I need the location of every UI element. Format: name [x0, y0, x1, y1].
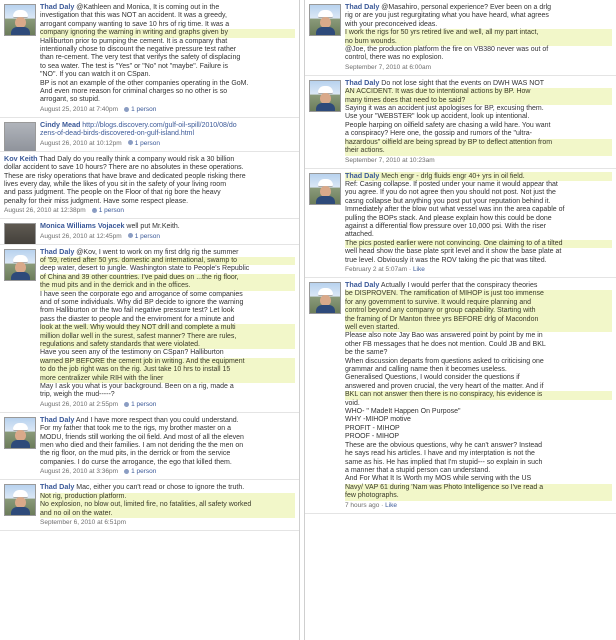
comment-text-line: and no oil on the water.: [40, 510, 295, 518]
comment-text-line: Have you seen any of the testimony on CSpan? Halliburton: [40, 349, 224, 357]
comment-text-line: intentionally chose to discount the negative pressure test rather: [40, 46, 237, 54]
comment-text-line: @Joe, the production platform the fire on VB380 never was out of: [345, 46, 549, 54]
comment-text-line: true level. Obviously it was the ROV taking the pic that was tilted.: [345, 256, 547, 264]
comment-text-line: many times does that need to be said?: [345, 97, 612, 105]
avatar[interactable]: [309, 173, 341, 205]
comment-text-line: the rig floor, on the mud pits, in the derrick or from the service: [40, 450, 231, 458]
comment-text-line: And For What It Is Worth my MOS while serving with the US: [345, 475, 532, 483]
author-name[interactable]: Thad Daly: [40, 482, 75, 492]
like-thumb-icon: [124, 469, 129, 474]
comment-text-line: Ref: Casing collapse. If posted under your name it would appear that: [345, 180, 558, 188]
comment-meta: [345, 157, 612, 164]
comment-body: [40, 222, 295, 231]
comment-text-line: MODU, friends still working the oil field. And most of all the eleven: [40, 433, 244, 441]
comment-text-line: he says read his articles. I have and my interptation is not the: [345, 450, 535, 458]
comment-text-line: When discussion departs from questions asked to criticising one: [345, 357, 544, 365]
comment-text-line: for any government to survive. It would require planning and: [345, 299, 612, 307]
comment-text-line: Generalised Questions, I would consider the questions if: [345, 374, 520, 382]
separator: ·: [379, 501, 386, 509]
comment-text-line: And I have more respect than you could understand.: [74, 416, 239, 424]
like-count[interactable]: 1 person: [131, 400, 157, 408]
comment-text-line: attached.: [345, 231, 374, 239]
comment-text-line: and pass judgment. The people on the Floor of that rig bore the heavy: [4, 189, 221, 197]
comment-column-right: [304, 0, 616, 640]
comment-body: [40, 416, 295, 467]
comment-text-line: I have seen the corporate ego and arrogance of some companies: [40, 290, 243, 298]
comment-text-line: regulations and safety standards that were violated.: [40, 341, 295, 349]
comment-text-line: no burn wounds.: [345, 38, 612, 46]
avatar[interactable]: [4, 122, 36, 152]
comment-link[interactable]: http://blogs.discovery.com/gulf-oil-spill/2010/08/do: [80, 121, 237, 129]
comment-text-line: few photographs.: [345, 492, 612, 500]
comment-column-left: [0, 0, 300, 640]
timestamp[interactable]: August 26, 2010 at 12:38pm: [4, 207, 86, 215]
comment-text-line: a manner that a stupid person can understand.: [345, 466, 491, 474]
comment-text-line: People harping on oilfield safety are chasing a wild hare. You want: [345, 121, 551, 129]
author-name[interactable]: Thad Daly: [345, 170, 380, 180]
comment-text-line: control, there was no explosion.: [345, 54, 444, 62]
comment-text-line: against a differential flow pressure over 10,000 psi. With the riser: [345, 222, 547, 230]
comment-text-line: I work the rigs for 50 yrs retired live and well, all my part intact,: [345, 29, 612, 37]
author-name[interactable]: Thad Daly: [345, 279, 380, 289]
comment-text-line: Not rig, production platform.: [40, 493, 295, 501]
comment-first-line: [40, 3, 295, 12]
comment-text-line: pass the diaster to people and the enviroment for a minute and: [40, 315, 235, 323]
comment-meta: [40, 519, 295, 526]
comment-meta: [40, 233, 295, 240]
comment: [0, 0, 299, 118]
comment-text-line: from Halliburton or the two fail negative pressure test? Let look: [40, 307, 235, 315]
comment-text-line: Saying it was an accident just apologises for BP, excusing them.: [345, 105, 544, 113]
author-name[interactable]: Thad Daly: [40, 414, 75, 424]
comment-text-line: WHO- " MadeIt Happen On Purpose": [345, 408, 461, 416]
comment-text-line: warned BP BEFORE the cement job in writing. And the equipment: [40, 358, 295, 366]
comment-text-line: @Masahiro, personal experience? Ever been on a drlg: [379, 4, 552, 11]
timestamp[interactable]: 7 hours ago: [345, 501, 380, 509]
like-count[interactable]: 1 person: [98, 207, 124, 215]
comment-text-line: BP is not an example of the other companies operating in the GoM.: [40, 79, 249, 87]
comment: [305, 76, 616, 169]
comment-text-line: Do not lose sight that the events on DWH WAS NOT: [379, 79, 545, 87]
comment-text-line: be the same?: [345, 349, 388, 357]
timestamp[interactable]: February 2 at 5:07am: [345, 265, 408, 273]
comment-first-line: [4, 155, 295, 164]
comment: [305, 278, 616, 514]
like-count[interactable]: 1 person: [131, 468, 157, 476]
comment-text-line: WHY -MIHOP motive: [345, 416, 411, 424]
author-name[interactable]: Cindy Mead: [40, 119, 81, 129]
comment-text-line: the mud pits and in the derrick and in the offices.: [40, 282, 295, 290]
comment-text-line: the framing of Dr Manton three yrs BEFORE drlg of Macondon: [345, 316, 612, 324]
comment-text-line: of '59, retired after 50 yrs. domestic and international, swamp to: [40, 257, 295, 265]
comment-text-line: casng collapse but anything you post put your reputation behind it.: [345, 197, 551, 205]
comment: [0, 245, 299, 413]
comment-text-line: penalty for their miss judgment. Have some respect please.: [4, 197, 189, 205]
comment-text-line: Immediately after the blow out what vessel was inn the area capable of: [345, 206, 565, 214]
comment-text-line: These are risky operations that have brave and dedicated people risking there: [4, 172, 246, 180]
comment-text-line: The pics posted earlier were not convincing. One claiming to of a tilted: [345, 240, 612, 248]
comment-body: [345, 172, 612, 265]
comment-first-line: [345, 3, 612, 12]
comment-text-line: you agree. If you do not agree then you should not post. Not just the: [345, 189, 556, 197]
comment-body: [345, 281, 612, 501]
comment-text-line: Use your "WEBSTER" look up accident, look up intentional.: [345, 113, 530, 121]
comment-meta: [345, 502, 612, 509]
comment-text-line: their actions.: [345, 147, 612, 155]
comment-text-line: Navy/ VAP 61 during 'Nam was Photo Intelligence so I've read a: [345, 484, 612, 492]
comment: [0, 480, 299, 531]
avatar[interactable]: [4, 417, 36, 449]
comment-first-line: [40, 121, 295, 130]
author-name[interactable]: Thad Daly: [40, 2, 75, 11]
like-thumb-icon: [124, 107, 129, 112]
comment-first-line: [40, 248, 295, 257]
like-count[interactable]: 1 person: [131, 105, 157, 113]
comment-text-line: pulling the BOPs stack. And please explain how this could be done: [345, 214, 552, 222]
comment-text-line: same as his. He has implied that I'm stupid--- so explain in such: [345, 458, 543, 466]
comment-meta: [40, 468, 295, 475]
comment-first-line: [40, 416, 295, 425]
comment-meta: [40, 140, 295, 147]
comment-text-line: million dollar well in the surest, safest manner? There are rules,: [40, 333, 295, 341]
comment-text-line: well head show the base plate sprit level and it show the base plate at: [345, 248, 562, 256]
timestamp[interactable]: August 26, 2010 at 3:36pm: [40, 468, 119, 476]
comment-text-line: Thad Daly do you really think a company would risk a 30 billion: [37, 155, 235, 163]
comment-body: [40, 3, 295, 105]
comment-text-line: other FB messages that he does not mention. Could JB and BKL: [345, 340, 546, 348]
like-thumb-icon: [124, 402, 129, 407]
timestamp[interactable]: August 26, 2010 at 10:12pm: [40, 139, 122, 147]
comment-text-line: with your preconceived ideas.: [345, 20, 438, 28]
comment-body: [40, 483, 295, 518]
like-count[interactable]: 1 person: [134, 232, 160, 240]
author-name[interactable]: Thad Daly: [345, 2, 380, 11]
comment-text-line: PROFIT - MIHOP: [345, 424, 400, 432]
comment-body: [4, 155, 295, 206]
comment-text-line: well put Mr.Keith.: [124, 223, 180, 231]
comment-text-line: No explosion, no blow out, limited fire, no fatalities, all safety worked: [40, 501, 295, 509]
comment-text-line: company ignoring the warning in writing and graphs given by: [40, 29, 295, 37]
comment-text-line: dollar accident to save 10 hours? There are no absolutes in these operations.: [4, 164, 244, 172]
comment-text-line: rig or are you just regurgitating what you have heard, what agrees: [345, 12, 549, 20]
like-link[interactable]: Like: [385, 501, 398, 509]
timestamp[interactable]: September 6, 2010 at 6:51pm: [40, 518, 127, 526]
comment-text-line: investigation that this was NOT an accident. It was a greedy,: [40, 12, 227, 20]
comment-text-line: of China and 39 other countries. I've paid dues on ...the rig floor,: [40, 274, 295, 282]
comment-meta: [40, 106, 295, 113]
comment: [0, 219, 299, 244]
author-name[interactable]: Kov Keith: [4, 153, 38, 163]
author-name[interactable]: Monica Williams Vojacek: [40, 221, 125, 231]
comment-meta: [345, 64, 612, 71]
comment-body: [345, 3, 612, 63]
comment-text-line: arrogant, so stupid.: [40, 96, 100, 104]
avatar[interactable]: [4, 223, 36, 244]
comment-text-line: answered and proven crucial, the very heart of the matter. And if: [345, 382, 544, 390]
like-link[interactable]: Like: [412, 265, 425, 273]
comment-body: [40, 121, 295, 139]
timestamp[interactable]: September 7, 2010 at 6:00am: [345, 63, 432, 71]
comment-text-line: control beyond any company or group capability. Starting with: [345, 307, 612, 315]
comment-text-line: Actually I would perfer that the conspiracy theories: [379, 281, 538, 289]
comment-text-line: than re-cement. The very test that verifys the safety of displacing: [40, 54, 241, 62]
author-name[interactable]: Thad Daly: [40, 246, 75, 256]
author-name[interactable]: Thad Daly: [345, 77, 380, 87]
timestamp[interactable]: August 25, 2010 at 7:40pm: [40, 105, 119, 113]
comment-body: [40, 248, 295, 400]
comment-text-line: look at the well. Why would they NOT drill and complete a multi: [40, 324, 295, 332]
comment-text-line: Halliburton prior to pumping the cement. It is a company that: [40, 37, 228, 45]
comment-text-line: men who died and their families. I am not deriding the the men on: [40, 442, 244, 450]
comment-link[interactable]: zens-of-dead-birds-discovered-on-gulf-island.html: [40, 130, 195, 138]
avatar[interactable]: [4, 484, 36, 516]
comment-first-line: [345, 79, 612, 88]
comment-text-line: well even started.: [345, 324, 612, 332]
comment: [305, 169, 616, 278]
avatar[interactable]: [4, 249, 36, 281]
comment-text-line: void.: [345, 399, 360, 407]
comment-text-line: companies. I do curse the arrogance, the ego that killed them.: [40, 458, 232, 466]
avatar[interactable]: [309, 80, 341, 112]
comment-first-line: [345, 281, 612, 290]
comment-text-line: PROOF - MIHOP: [345, 433, 400, 441]
comment-meta: [345, 266, 612, 273]
comment-text-line: And even more reason for criminal charges so no other is so: [40, 88, 228, 96]
comment-meta: [40, 401, 295, 408]
comment-meta: [4, 207, 295, 214]
comment-text-line: more centralizer while RIH with the liner: [40, 375, 295, 383]
separator: ·: [407, 265, 413, 273]
like-thumb-icon: [128, 140, 133, 145]
comment-text-line: AN ACCIDENT. It was due to intentional actions by BP. How: [345, 88, 612, 96]
comment-text-line: @Kov, I went to work on my first drlg rig the summer: [74, 248, 239, 256]
comment-text-line: Mech engr - drlg fluids engr 40+ yrs in oil field.: [379, 172, 525, 180]
comment-text-line: BKL can not answer then there is no conspiracy, his evidence is: [345, 391, 612, 399]
comment-text-line: hazardous" oilfield are being spread by BP to deflect attention from: [345, 139, 612, 147]
comment-text-line: "NO". If you can watch it on CSpan.: [40, 71, 151, 79]
comment-text-line: be DISPROVEN. The ramification of MIHOP is just too immense: [345, 290, 612, 298]
like-thumb-icon: [92, 208, 97, 213]
comment-text-line: @Kathleen and Monica, It is coming out in the: [74, 4, 220, 11]
timestamp[interactable]: August 26, 2010 at 12:45pm: [40, 232, 122, 240]
comment-text-line: grammar and calling name then it becomes useless.: [345, 366, 507, 374]
avatar[interactable]: [4, 4, 36, 36]
avatar[interactable]: [309, 282, 341, 314]
comment-text-line: For my father that took me to the rigs, my brother master on a: [40, 425, 232, 433]
comment: [0, 118, 299, 152]
comment-text-line: to sea water. The test is "Yes" or "No" not "maybe". Failure is: [40, 62, 229, 70]
comment-text-line: Please also note Jay Bao was answered point by point by me in: [345, 332, 543, 340]
timestamp[interactable]: September 7, 2010 at 10:23am: [345, 156, 435, 164]
comment-text-line: These are the obvious questions, why he can't answer? Instead: [345, 441, 543, 449]
comment-text-line: deep water, desert to jungle. Washington state to People's Republic: [40, 265, 250, 273]
comment-first-line: [40, 483, 295, 492]
comment-body: [345, 79, 612, 156]
comment: [0, 413, 299, 480]
timestamp[interactable]: August 26, 2010 at 2:55pm: [40, 400, 119, 408]
comment: [0, 152, 299, 219]
comment-text-line: and of some individuals. Why did BP decide to ignore the warning: [40, 298, 244, 306]
like-thumb-icon: [128, 233, 133, 238]
avatar[interactable]: [309, 4, 341, 36]
comment-text-line: Mac, either you can't read or chose to ignore the truth.: [74, 484, 245, 492]
comment-text-line: arrogant company wanting to save 10 hrs of rig time. It was a: [40, 20, 230, 28]
comment-text-line: May I ask you what is your background. Been on a rig, made a: [40, 383, 234, 391]
comment-text-line: to do the job right was on the rig. Just take 10 hrs to install 15: [40, 366, 295, 374]
comment-text-line: trip, weigh the mud-----?: [40, 391, 115, 399]
comment-first-line: [40, 222, 295, 231]
comment-text-line: a conspiracy? Here one, the gossip and rumors of the "ultra-: [345, 130, 532, 138]
like-count[interactable]: 1 person: [134, 139, 160, 147]
comment-first-line: [345, 172, 612, 181]
comment: [305, 0, 616, 76]
comment-text-line: lives every day, while the likes of you sit in the safety of your living room: [4, 180, 227, 188]
